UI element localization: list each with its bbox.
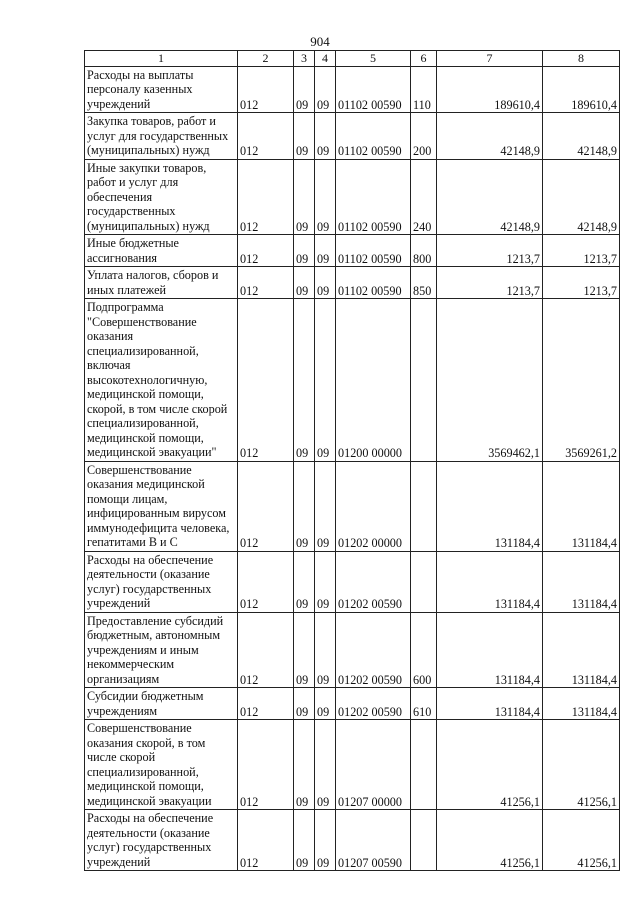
row-target-article-cell: 01102 00590 xyxy=(336,113,411,160)
row-amount-1-cell: 131184,4 xyxy=(437,688,543,720)
row-admin-code-cell: 012 xyxy=(238,612,294,688)
column-header: 5 xyxy=(336,51,411,67)
row-admin-code-cell: 012 xyxy=(238,688,294,720)
row-section-cell: 09 xyxy=(294,66,315,113)
row-subsection-cell: 09 xyxy=(315,267,336,299)
row-expense-type-cell: 200 xyxy=(411,113,437,160)
row-expense-type-cell xyxy=(411,299,437,462)
row-name-cell: Расходы на выплаты персоналу казенных учреждений xyxy=(85,66,238,113)
row-name-cell: Подпрограмма "Совершенствование оказания специализированной, включая высокотехнологичную, медицинской помощи, скорой, в том числе скорой специализированной, медицинской помощи, медицинской эвакуации" xyxy=(85,299,238,462)
row-name-cell: Совершенствование оказания скорой, в том числе скорой специализированной, медицинской помощи, медицинской эвакуации xyxy=(85,720,238,810)
row-name-cell: Субсидии бюджетным учреждениям xyxy=(85,688,238,720)
row-section-cell: 09 xyxy=(294,267,315,299)
page-number: 904 xyxy=(310,34,330,49)
row-subsection-cell: 09 xyxy=(315,720,336,810)
row-amount-1-cell: 41256,1 xyxy=(437,720,543,810)
row-amount-2-cell: 131184,4 xyxy=(543,612,620,688)
row-amount-2-cell: 41256,1 xyxy=(543,810,620,871)
row-subsection-cell: 09 xyxy=(315,810,336,871)
row-expense-type-cell: 240 xyxy=(411,159,437,235)
row-amount-1-cell: 131184,4 xyxy=(437,612,543,688)
table-header-row xyxy=(85,51,620,67)
table-row xyxy=(85,235,620,267)
row-subsection-cell: 09 xyxy=(315,66,336,113)
row-subsection-cell: 09 xyxy=(315,551,336,612)
row-section-cell: 09 xyxy=(294,551,315,612)
row-target-article-cell: 01207 00000 xyxy=(336,720,411,810)
table-row xyxy=(85,551,620,612)
row-amount-1-cell: 131184,4 xyxy=(437,461,543,551)
row-admin-code-cell: 012 xyxy=(238,461,294,551)
row-amount-2-cell: 1213,7 xyxy=(543,235,620,267)
row-target-article-cell: 01102 00590 xyxy=(336,66,411,113)
column-header: 7 xyxy=(437,51,543,67)
column-header: 6 xyxy=(411,51,437,67)
row-name-cell: Закупка товаров, работ и услуг для государственных (муниципальных) нужд xyxy=(85,113,238,160)
row-name-cell: Иные закупки товаров, работ и услуг для обеспечения государственных (муниципальных) нужд xyxy=(85,159,238,235)
row-subsection-cell: 09 xyxy=(315,299,336,462)
row-section-cell: 09 xyxy=(294,461,315,551)
row-target-article-cell: 01202 00590 xyxy=(336,551,411,612)
column-header: 8 xyxy=(543,51,620,67)
table-row xyxy=(85,612,620,688)
row-amount-1-cell: 131184,4 xyxy=(437,551,543,612)
row-expense-type-cell: 110 xyxy=(411,66,437,113)
row-amount-2-cell: 131184,4 xyxy=(543,688,620,720)
table-row xyxy=(85,267,620,299)
column-header: 2 xyxy=(238,51,294,67)
row-admin-code-cell: 012 xyxy=(238,551,294,612)
row-section-cell: 09 xyxy=(294,612,315,688)
row-amount-2-cell: 42148,9 xyxy=(543,113,620,160)
row-subsection-cell: 09 xyxy=(315,612,336,688)
row-subsection-cell: 09 xyxy=(315,113,336,160)
row-amount-1-cell: 42148,9 xyxy=(437,113,543,160)
row-expense-type-cell: 850 xyxy=(411,267,437,299)
row-section-cell: 09 xyxy=(294,113,315,160)
row-expense-type-cell: 610 xyxy=(411,688,437,720)
row-target-article-cell: 01102 00590 xyxy=(336,267,411,299)
row-target-article-cell: 01202 00000 xyxy=(336,461,411,551)
row-target-article-cell: 01102 00590 xyxy=(336,235,411,267)
budget-table xyxy=(84,50,620,871)
row-section-cell: 09 xyxy=(294,299,315,462)
row-admin-code-cell: 012 xyxy=(238,299,294,462)
row-name-cell: Расходы на обеспечение деятельности (оказание услуг) государственных учреждений xyxy=(85,810,238,871)
row-amount-2-cell: 42148,9 xyxy=(543,159,620,235)
row-expense-type-cell: 600 xyxy=(411,612,437,688)
row-expense-type-cell xyxy=(411,461,437,551)
row-admin-code-cell: 012 xyxy=(238,235,294,267)
row-section-cell: 09 xyxy=(294,159,315,235)
table-row xyxy=(85,299,620,462)
row-admin-code-cell: 012 xyxy=(238,720,294,810)
row-section-cell: 09 xyxy=(294,810,315,871)
row-section-cell: 09 xyxy=(294,720,315,810)
table-row xyxy=(85,461,620,551)
row-name-cell: Совершенствование оказания медицинской помощи лицам, инфицированным вирусом иммунодефицита человека, гепатитами В и С xyxy=(85,461,238,551)
row-target-article-cell: 01202 00590 xyxy=(336,612,411,688)
row-name-cell: Иные бюджетные ассигнования xyxy=(85,235,238,267)
row-amount-2-cell: 131184,4 xyxy=(543,551,620,612)
row-amount-1-cell: 1213,7 xyxy=(437,267,543,299)
row-amount-1-cell: 3569462,1 xyxy=(437,299,543,462)
row-amount-1-cell: 1213,7 xyxy=(437,235,543,267)
row-amount-2-cell: 3569261,2 xyxy=(543,299,620,462)
row-target-article-cell: 01102 00590 xyxy=(336,159,411,235)
row-admin-code-cell: 012 xyxy=(238,113,294,160)
row-expense-type-cell xyxy=(411,810,437,871)
column-header: 3 xyxy=(294,51,315,67)
column-header: 4 xyxy=(315,51,336,67)
row-name-cell: Уплата налогов, сборов и иных платежей xyxy=(85,267,238,299)
row-subsection-cell: 09 xyxy=(315,159,336,235)
table-row xyxy=(85,688,620,720)
row-amount-2-cell: 1213,7 xyxy=(543,267,620,299)
row-amount-2-cell: 131184,4 xyxy=(543,461,620,551)
table-row xyxy=(85,66,620,113)
row-subsection-cell: 09 xyxy=(315,461,336,551)
row-amount-2-cell: 189610,4 xyxy=(543,66,620,113)
row-subsection-cell: 09 xyxy=(315,235,336,267)
row-amount-2-cell: 41256,1 xyxy=(543,720,620,810)
row-target-article-cell: 01202 00590 xyxy=(336,688,411,720)
row-amount-1-cell: 42148,9 xyxy=(437,159,543,235)
row-expense-type-cell: 800 xyxy=(411,235,437,267)
table-row xyxy=(85,159,620,235)
row-target-article-cell: 01200 00000 xyxy=(336,299,411,462)
row-name-cell: Предоставление субсидий бюджетным, автономным учреждениям и иным некоммерческим организациям xyxy=(85,612,238,688)
row-target-article-cell: 01207 00590 xyxy=(336,810,411,871)
row-expense-type-cell xyxy=(411,551,437,612)
row-section-cell: 09 xyxy=(294,235,315,267)
row-subsection-cell: 09 xyxy=(315,688,336,720)
table-row xyxy=(85,113,620,160)
row-admin-code-cell: 012 xyxy=(238,159,294,235)
table-row xyxy=(85,720,620,810)
row-amount-1-cell: 41256,1 xyxy=(437,810,543,871)
table-row xyxy=(85,810,620,871)
row-admin-code-cell: 012 xyxy=(238,810,294,871)
row-admin-code-cell: 012 xyxy=(238,66,294,113)
row-expense-type-cell xyxy=(411,720,437,810)
row-section-cell: 09 xyxy=(294,688,315,720)
column-header: 1 xyxy=(85,51,238,67)
row-admin-code-cell: 012 xyxy=(238,267,294,299)
row-amount-1-cell: 189610,4 xyxy=(437,66,543,113)
row-name-cell: Расходы на обеспечение деятельности (оказание услуг) государственных учреждений xyxy=(85,551,238,612)
